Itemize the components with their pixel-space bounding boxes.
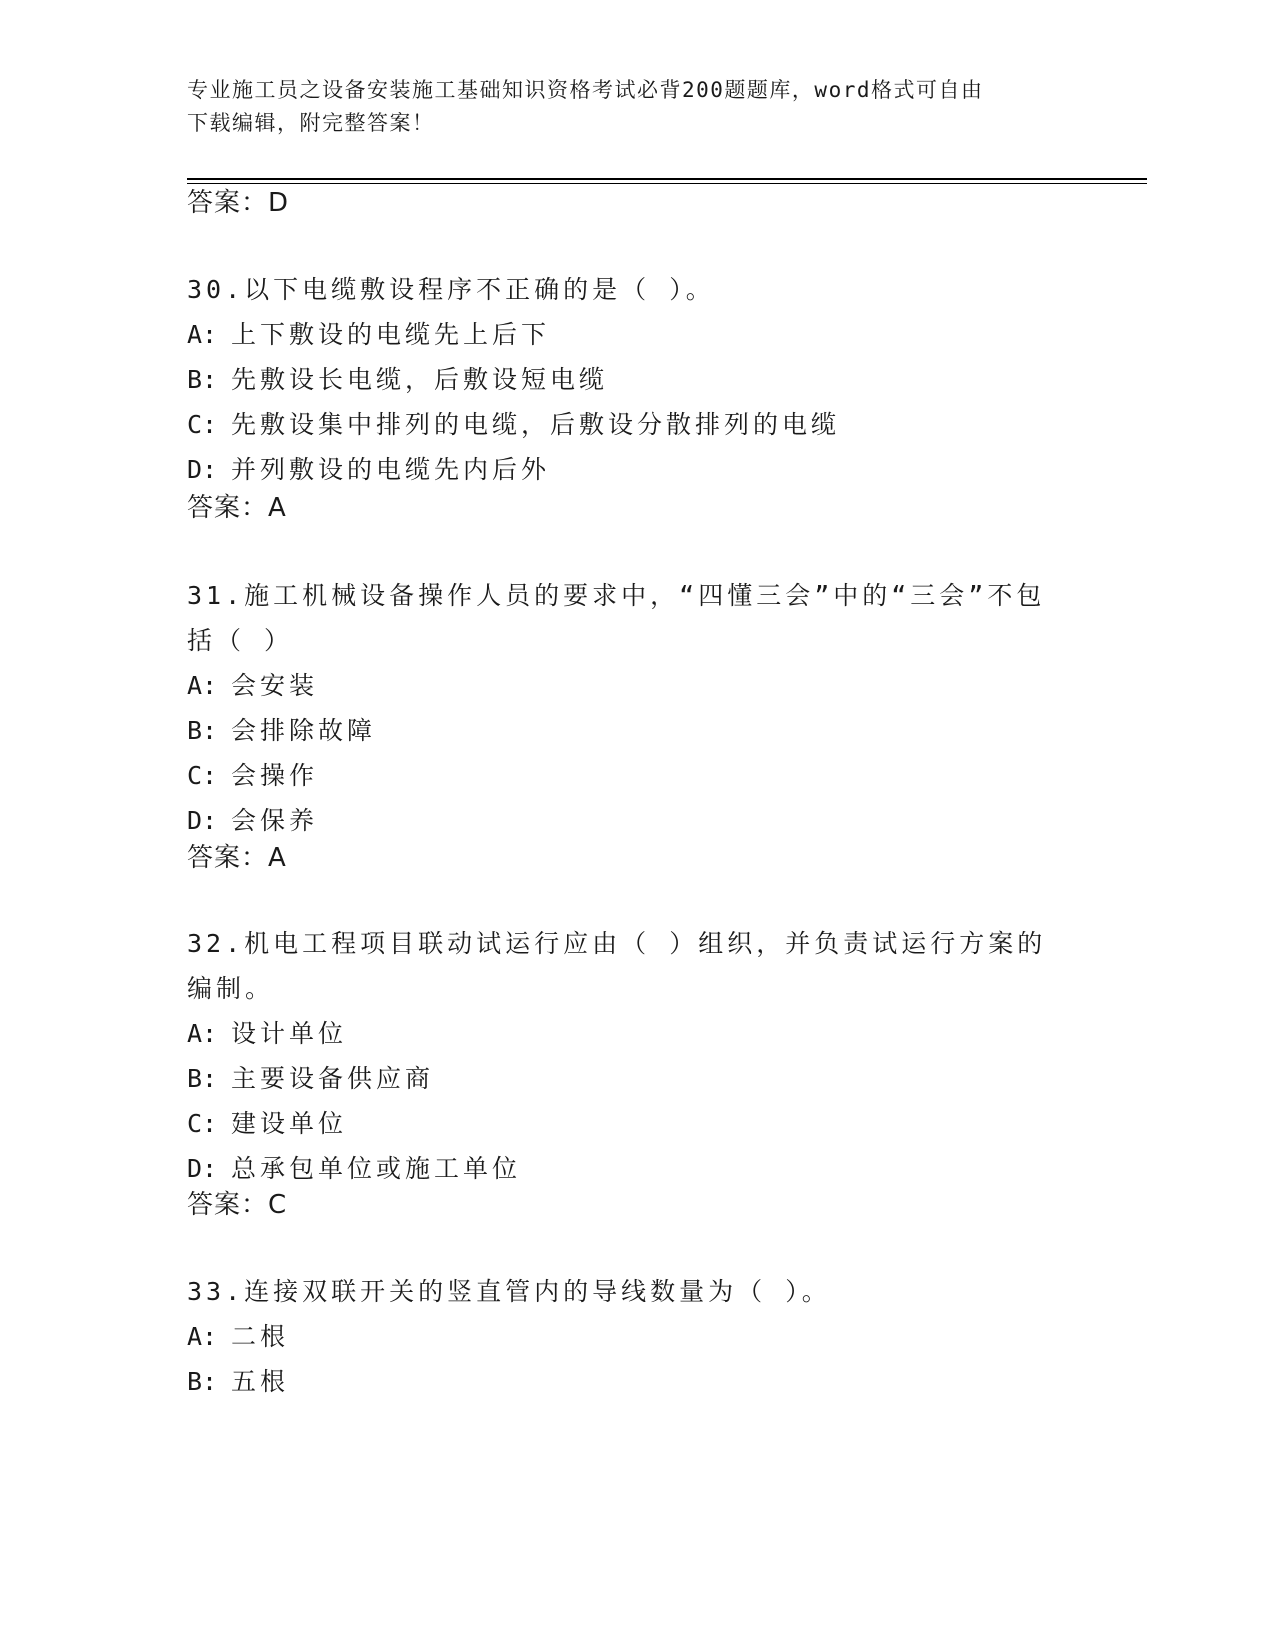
- option-letter: D:: [187, 1154, 218, 1183]
- question-stem: 33.连接双联开关的竖直管内的导线数量为（ ）。: [187, 1277, 831, 1306]
- option-text: 会排除故障: [231, 716, 377, 745]
- option-letter: D:: [187, 806, 218, 835]
- option-letter: B:: [187, 365, 218, 394]
- option-text: 主要设备供应商: [231, 1064, 435, 1093]
- option-d: [187, 1146, 1067, 1191]
- option-letter: D:: [187, 455, 218, 484]
- option-letter: B:: [187, 1064, 218, 1093]
- header-divider-thick: [187, 178, 1147, 180]
- option-a: [187, 1011, 1067, 1056]
- option-letter: C:: [187, 1109, 218, 1138]
- option-letter: A:: [187, 320, 218, 349]
- option-c: [187, 402, 1067, 447]
- option-text: 建设单位: [231, 1109, 348, 1138]
- option-c: [187, 1101, 1067, 1146]
- answer-32: 答案：C: [187, 1190, 288, 1220]
- option-a: [187, 663, 1067, 708]
- option-b: [187, 1359, 1067, 1404]
- option-text: 上下敷设的电缆先上后下: [231, 320, 551, 349]
- option-text: 先敷设长电缆，后敷设短电缆: [231, 365, 609, 394]
- question-32: [187, 921, 1067, 1191]
- answer-31: 答案：A: [187, 843, 287, 873]
- option-text: 二根: [231, 1322, 290, 1351]
- option-b: [187, 1056, 1067, 1101]
- question-stem: 32.机电工程项目联动试运行应由（ ）组织，并负责试运行方案的编制。: [187, 929, 1047, 1003]
- option-letter: C:: [187, 761, 218, 790]
- option-text: 会保养: [231, 806, 319, 835]
- option-text: 总承包单位或施工单位: [231, 1154, 522, 1183]
- option-b: [187, 708, 1067, 753]
- option-text: 并列敷设的电缆先内后外: [231, 455, 551, 484]
- option-b: [187, 357, 1067, 402]
- question-stem: 31.施工机械设备操作人员的要求中，“四懂三会”中的“三会”不包括（ ）: [187, 581, 1046, 655]
- option-c: [187, 753, 1067, 798]
- option-letter: B:: [187, 716, 218, 745]
- question-31: [187, 573, 1067, 843]
- document-header: [187, 74, 1067, 140]
- answer-30: 答案：A: [187, 493, 287, 523]
- option-a: [187, 312, 1067, 357]
- option-d: [187, 798, 1067, 843]
- option-letter: A:: [187, 1019, 218, 1048]
- option-letter: A:: [187, 671, 218, 700]
- option-letter: C:: [187, 410, 218, 439]
- option-text: 先敷设集中排列的电缆，后敷设分散排列的电缆: [231, 410, 841, 439]
- option-text: 五根: [231, 1367, 290, 1396]
- option-a: [187, 1314, 1067, 1359]
- option-d: [187, 447, 1067, 492]
- option-text: 会操作: [231, 761, 319, 790]
- question-33: [187, 1269, 1067, 1404]
- option-letter: A:: [187, 1322, 218, 1351]
- answer-29: 答案：D: [187, 188, 290, 218]
- header-divider-thin: [187, 183, 1147, 184]
- header-line-1: 专业施工员之设备安装施工基础知识资格考试必背200题题库，word格式可自由: [187, 78, 984, 102]
- question-30: [187, 267, 1067, 492]
- option-letter: B:: [187, 1367, 218, 1396]
- option-text: 设计单位: [231, 1019, 348, 1048]
- option-text: 会安装: [231, 671, 319, 700]
- question-stem: 30.以下电缆敷设程序不正确的是（ ）。: [187, 275, 715, 304]
- header-line-2: 下载编辑，附完整答案！: [187, 111, 435, 135]
